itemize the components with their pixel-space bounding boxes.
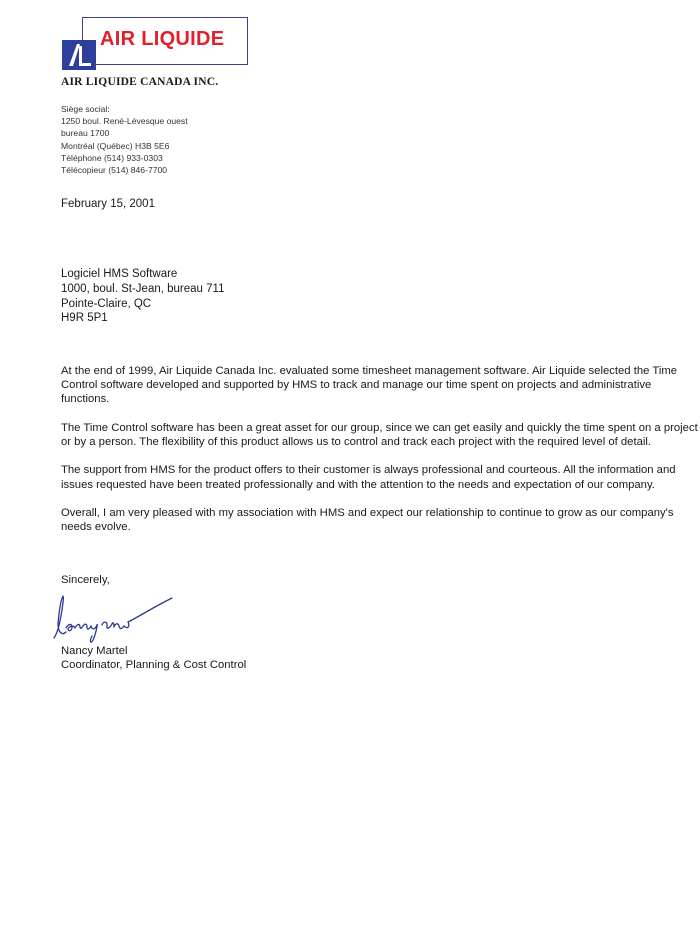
air-liquide-logo-icon <box>62 40 96 70</box>
recipient-line: Logiciel HMS Software <box>61 268 178 280</box>
head-office-address <box>61 103 188 176</box>
recipient-line: H9R 5P1 <box>61 312 108 325</box>
closing: Sincerely, <box>61 574 110 586</box>
hq-line: Télécopieur (514) 846-7700 <box>61 165 168 176</box>
hq-line: bureau 1700 <box>61 128 110 139</box>
recipient-line: 1000, boul. St-Jean, bureau 711 <box>61 282 225 295</box>
signer-title: Coordinator, Planning & Cost Control <box>61 659 247 672</box>
body-paragraph: At the end of 1999, Air Liquide Canada Inc. evaluated some timesheet management software. Air Liquide selected the Time Control software developed and supported by HMS to track and manage our time spent on projects and administrative functions. <box>61 365 678 406</box>
handwritten-signature-icon <box>50 592 180 648</box>
recipient-address <box>61 267 224 326</box>
letter-body <box>61 364 700 549</box>
signer-block <box>61 644 246 672</box>
recipient-line: Pointe-Claire, QC <box>61 297 152 310</box>
hq-line: Montréal (Québec) H3B 5E6 <box>61 140 170 151</box>
company-name: AIR LIQUIDE CANADA INC. <box>61 76 219 88</box>
body-paragraph: The support from HMS for the product offers to their customer is always professional and courteous. All the information and issues requested have been treated professionally and with the attention to the needs and expectation of our company. <box>61 464 676 491</box>
hq-line: Siège social: <box>61 104 110 114</box>
letter-date: February 15, 2001 <box>61 198 155 210</box>
brand-name: AIR LIQUIDE <box>100 28 225 50</box>
hq-line: 1250 boul. René-Lévesque ouest <box>61 116 188 127</box>
hq-line: Téléphone (514) 933-0303 <box>61 152 163 163</box>
body-paragraph: Overall, I am very pleased with my association with HMS and expect our relationship to continue to grow as our company's needs evolve. <box>61 506 674 534</box>
signer-name: Nancy Martel <box>61 645 128 657</box>
body-paragraph: The Time Control software has been a great asset for our group, since we can get easily and quickly the time spent on a project or by a person. The flexibility of this product allows us to control and track each project with the required level of detail. <box>61 421 698 448</box>
